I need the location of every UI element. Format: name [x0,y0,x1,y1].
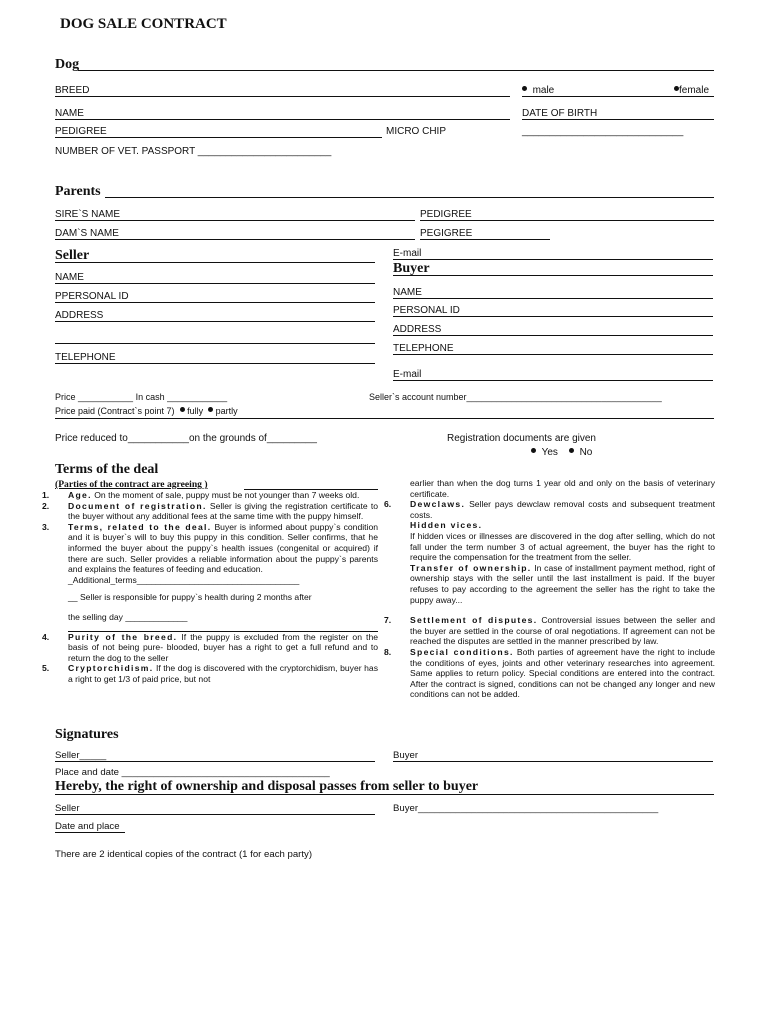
buyer-telephone-field[interactable] [393,354,713,355]
term-8: 8. Special conditions. Both parties of agreement have the right to include the conditions of eyes, joints and other veterinary researches into agreement. Same applies to return policy. Special conditions are entered into the contract. After the contract is signed, conditions can not be changed any longer and new conditions can not be added. [384,646,716,700]
term-1-keyword: Age. [68,490,92,500]
term-4-text: If the puppy is excluded from the register on the basis of not being pure- blooded, buyer has a right to get a full refund and to return the dog to the seller [68,631,379,663]
divider [55,418,714,419]
dob-label: DATE OF BIRTH [522,108,598,119]
buyer-name-label: NAME [393,287,422,298]
divider [393,275,713,276]
parents-heading: Parents [55,184,101,199]
breed-label: BREED [55,85,90,96]
buyer-signature-label: Buyer [393,750,419,761]
term-5-keyword: Cryptorchidism. [68,663,154,674]
term-7: 7. Settlement of disputes. Controversial issues between the seller and the buyer are settled in the course of oral negotiations. If agreement can not be reached the disputes are settled in the manner prescribed by law. [384,615,715,647]
term-7-text: Controversial issues between the seller and the buyer are settled in the course of oral negotiations. If agreement can not be reached the disputes are settled in the manner prescribed by law. [410,615,715,647]
buyer-signature-field-2[interactable]: Buyer_____________________________________________ [393,803,659,814]
price-field[interactable]: Price ___________ In cash ____________ [55,392,228,402]
female-label: female [679,85,710,96]
term-4-keyword: Purity of the breed. [68,631,178,642]
transfer-text: In case of installment payment method, right of ownership stays with the seller until the last installment is paid. If the buyer refuses to pay according to the agreement the seller has the right to take the puppy away... [410,562,715,605]
buyer-personal-id-field[interactable] [393,316,713,317]
price-paid-label: Price paid (Contract`s point 7) [55,406,175,416]
buyer-email-label: E-mail [393,369,422,380]
term-8-keyword: Special conditions. [410,646,514,657]
sire-pedigree-label: PEDIGREE [420,209,472,220]
hidden-vices-text: If hidden vices or illnesses are discovered in the dog after selling, which do not fall under the term number 3 of actual agreement, the buyer has the right to require the compensation for the treatment from the seller. [410,530,715,563]
hidden-vices [397,520,715,562]
micro-chip-field[interactable]: _____________________________ [522,126,684,137]
seller-heading: Seller [55,248,90,263]
selling-day-field[interactable]: the selling day _____________ [68,611,188,622]
seller-address-field[interactable] [55,321,375,322]
buyer-personal-id-label: PERSONAL ID [393,305,460,316]
term-3-text: Buyer is informed about puppy`s condition and it is buyer`s will to buy this puppy in this condition. Seller confirms, that he informed the buyer about the puppy`s health issues (congenital or acquired) if there are such. Seller provides a reliable information about the puppy`s parents and explains the features of feeding and education. [68,521,379,575]
seller-email-label: E-mail [393,248,422,259]
dog-name-label: NAME [55,108,84,119]
dam-pedigree-label: PEGIGREE [420,228,473,239]
term-6-keyword: Dewclaws. [410,499,466,510]
divider [68,631,378,632]
divider [78,70,714,71]
term-2-text: Seller is giving the registration certificate to the buyer without any additional fees at the same time with the puppy himself. [68,500,378,522]
health-responsibility: __ Seller is responsible for puppy`s health during 2 months after [68,592,312,603]
term-5-text: If the dog is discovered with the cryptorchidism, buyer has a right to get 1/3 of paid price, but not [68,663,378,684]
term-1: 1. Age. On the moment of sale, puppy must be not younger than 7 weeks old. [42,490,360,500]
term-5: 5. Cryptorchidism. If the dog is discovered with the cryptorchidism, buyer has a right to get 1/3 of paid price, but not [42,663,378,684]
seller-signature-field-2[interactable] [55,814,375,815]
radio-dot-icon[interactable] [569,448,574,453]
term-5-continued: earlier than when the dog turns 1 year old and only on the basis of veterinary certificate. [410,478,715,499]
transfer-keyword: Transfer of ownership. [410,562,532,573]
yes-label: Yes [541,447,558,458]
term-7-keyword: Settlement of disputes. [410,615,538,626]
hidden-vices-keyword: Hidden vices. [410,520,483,531]
buyer-email-field[interactable] [393,380,713,381]
terms-subheading: (Parties of the contract are agreeing ) [55,479,208,490]
term-6: 6. Dewclaws. Seller pays dewclaw removal costs and subsequent treatment costs. [384,499,716,520]
seller-telephone-field[interactable] [55,363,375,364]
radio-dot-icon[interactable] [208,407,213,412]
transfer-of-ownership [397,563,715,605]
term-2: 2. Document of registration. Seller is giving the registration certificate to the buyer without any additional fees at the same time with the puppy himself. [42,500,378,522]
pedigree-field[interactable] [55,137,382,138]
price-paid-row [55,406,238,416]
buyer-heading: Buyer [393,261,430,276]
radio-dot-icon[interactable] [180,407,185,412]
dog-name-field[interactable] [55,119,510,120]
place-date-field[interactable]: Place and date _______________________________________ [55,767,330,778]
page-title: DOG SALE CONTRACT [60,16,227,32]
date-place-label: Date and place [55,821,120,832]
male-option[interactable] [522,85,554,96]
seller-telephone-label: TELEPHONE [55,352,116,363]
buyer-telephone-label: TELEPHONE [393,343,454,354]
buyer-name-field[interactable] [393,298,713,299]
terms-right-column [384,478,716,700]
seller-account-field[interactable]: Seller`s account number_______________________________________ [369,392,662,402]
male-label: male [532,85,555,96]
buyer-address-label: ADDRESS [393,324,442,335]
divider [55,262,375,263]
breed-field[interactable] [55,96,510,97]
radio-dot-icon[interactable] [531,448,536,453]
additional-terms-field[interactable]: _Additional_terms__________________________________ [68,574,300,585]
seller-signature-label-2: Seller [55,803,80,814]
dam-name-label: DAM`S NAME [55,228,119,239]
registration-label: Registration documents are given [447,433,596,444]
vet-passport-field[interactable]: NUMBER OF VET. PASSPORT ________________________ [55,146,332,157]
seller-personal-id-field[interactable] [55,302,375,303]
divider [105,197,714,198]
seller-address-label: ADDRESS [55,310,104,321]
term-6-text: Seller pays dewclaw removal costs and subsequent treatment costs. [410,499,716,520]
term-4: 4. Purity of the breed. If the puppy is excluded from the register on the basis of not being pure- blooded, buyer has a right to get a full refund and to return the dog to the seller [42,631,379,663]
registration-options [531,447,592,458]
divider [55,794,714,795]
dob-field[interactable] [522,119,714,120]
term-1-text: On the moment of sale, puppy must be not younger than 7 weeks old. [94,490,360,500]
dog-heading: Dog [55,57,80,72]
term-3: 3. Terms, related to the deal. Buyer is informed about puppy`s condition and it is buyer`s will to buy this puppy in this condition. Seller confirms, that he informed the buyer about the puppy`s health issues (congenital or acquired) if there are such. Seller provides a reliable information about the puppy`s parents and explains the features of feeding and education. [42,521,379,575]
micro-chip-label: MICRO CHIP [386,126,446,137]
dam-pedigree-field[interactable] [420,239,550,240]
seller-signature-field[interactable] [55,761,375,762]
sire-name-label: SIRE`S NAME [55,209,121,220]
fully-label: fully [187,406,204,416]
female-option[interactable] [674,85,709,96]
no-label: No [579,447,593,458]
buyer-signature-field[interactable] [393,761,713,762]
sire-name-field[interactable] [55,220,415,221]
term-3-keyword: Terms, related to the deal. [68,521,212,532]
seller-address-field-2[interactable] [55,343,375,344]
seller-name-field[interactable] [55,283,375,284]
terms-heading: Terms of the deal [55,462,159,477]
dam-name-field[interactable] [55,239,415,240]
sire-pedigree-field[interactable] [420,220,714,221]
signatures-heading: Signatures [55,727,119,742]
seller-personal-id-label: PPERSONAL ID [55,291,129,302]
seller-name-label: NAME [55,272,84,283]
date-place-underline [55,832,125,833]
pedigree-label: PEDIGREE [55,126,107,137]
term-2-keyword: Document of registration. [68,500,207,511]
copies-note: There are 2 identical copies of the contract (1 for each party) [55,849,313,860]
seller-signature-label: Seller_____ [55,750,107,761]
transfer-heading: Hereby, the right of ownership and disposal passes from seller to buyer [55,779,479,794]
radio-dot-icon [522,86,527,91]
sex-underline [522,96,714,97]
price-reduced-field[interactable]: Price reduced to___________on the grounds of_________ [55,433,317,444]
buyer-address-field[interactable] [393,335,713,336]
partly-label: partly [215,406,238,416]
seller-email-field[interactable] [393,259,713,260]
terms-left-column [42,490,379,685]
term-8-text: Both parties of agreement have the right to include the conditions of eyes, joints and other veterinary researches into agreement. Same applies to return policy. Special conditions are entered into the contract. After the contract is signed, conditions can not be changed any longer and new conditions can not be added. [410,646,716,700]
